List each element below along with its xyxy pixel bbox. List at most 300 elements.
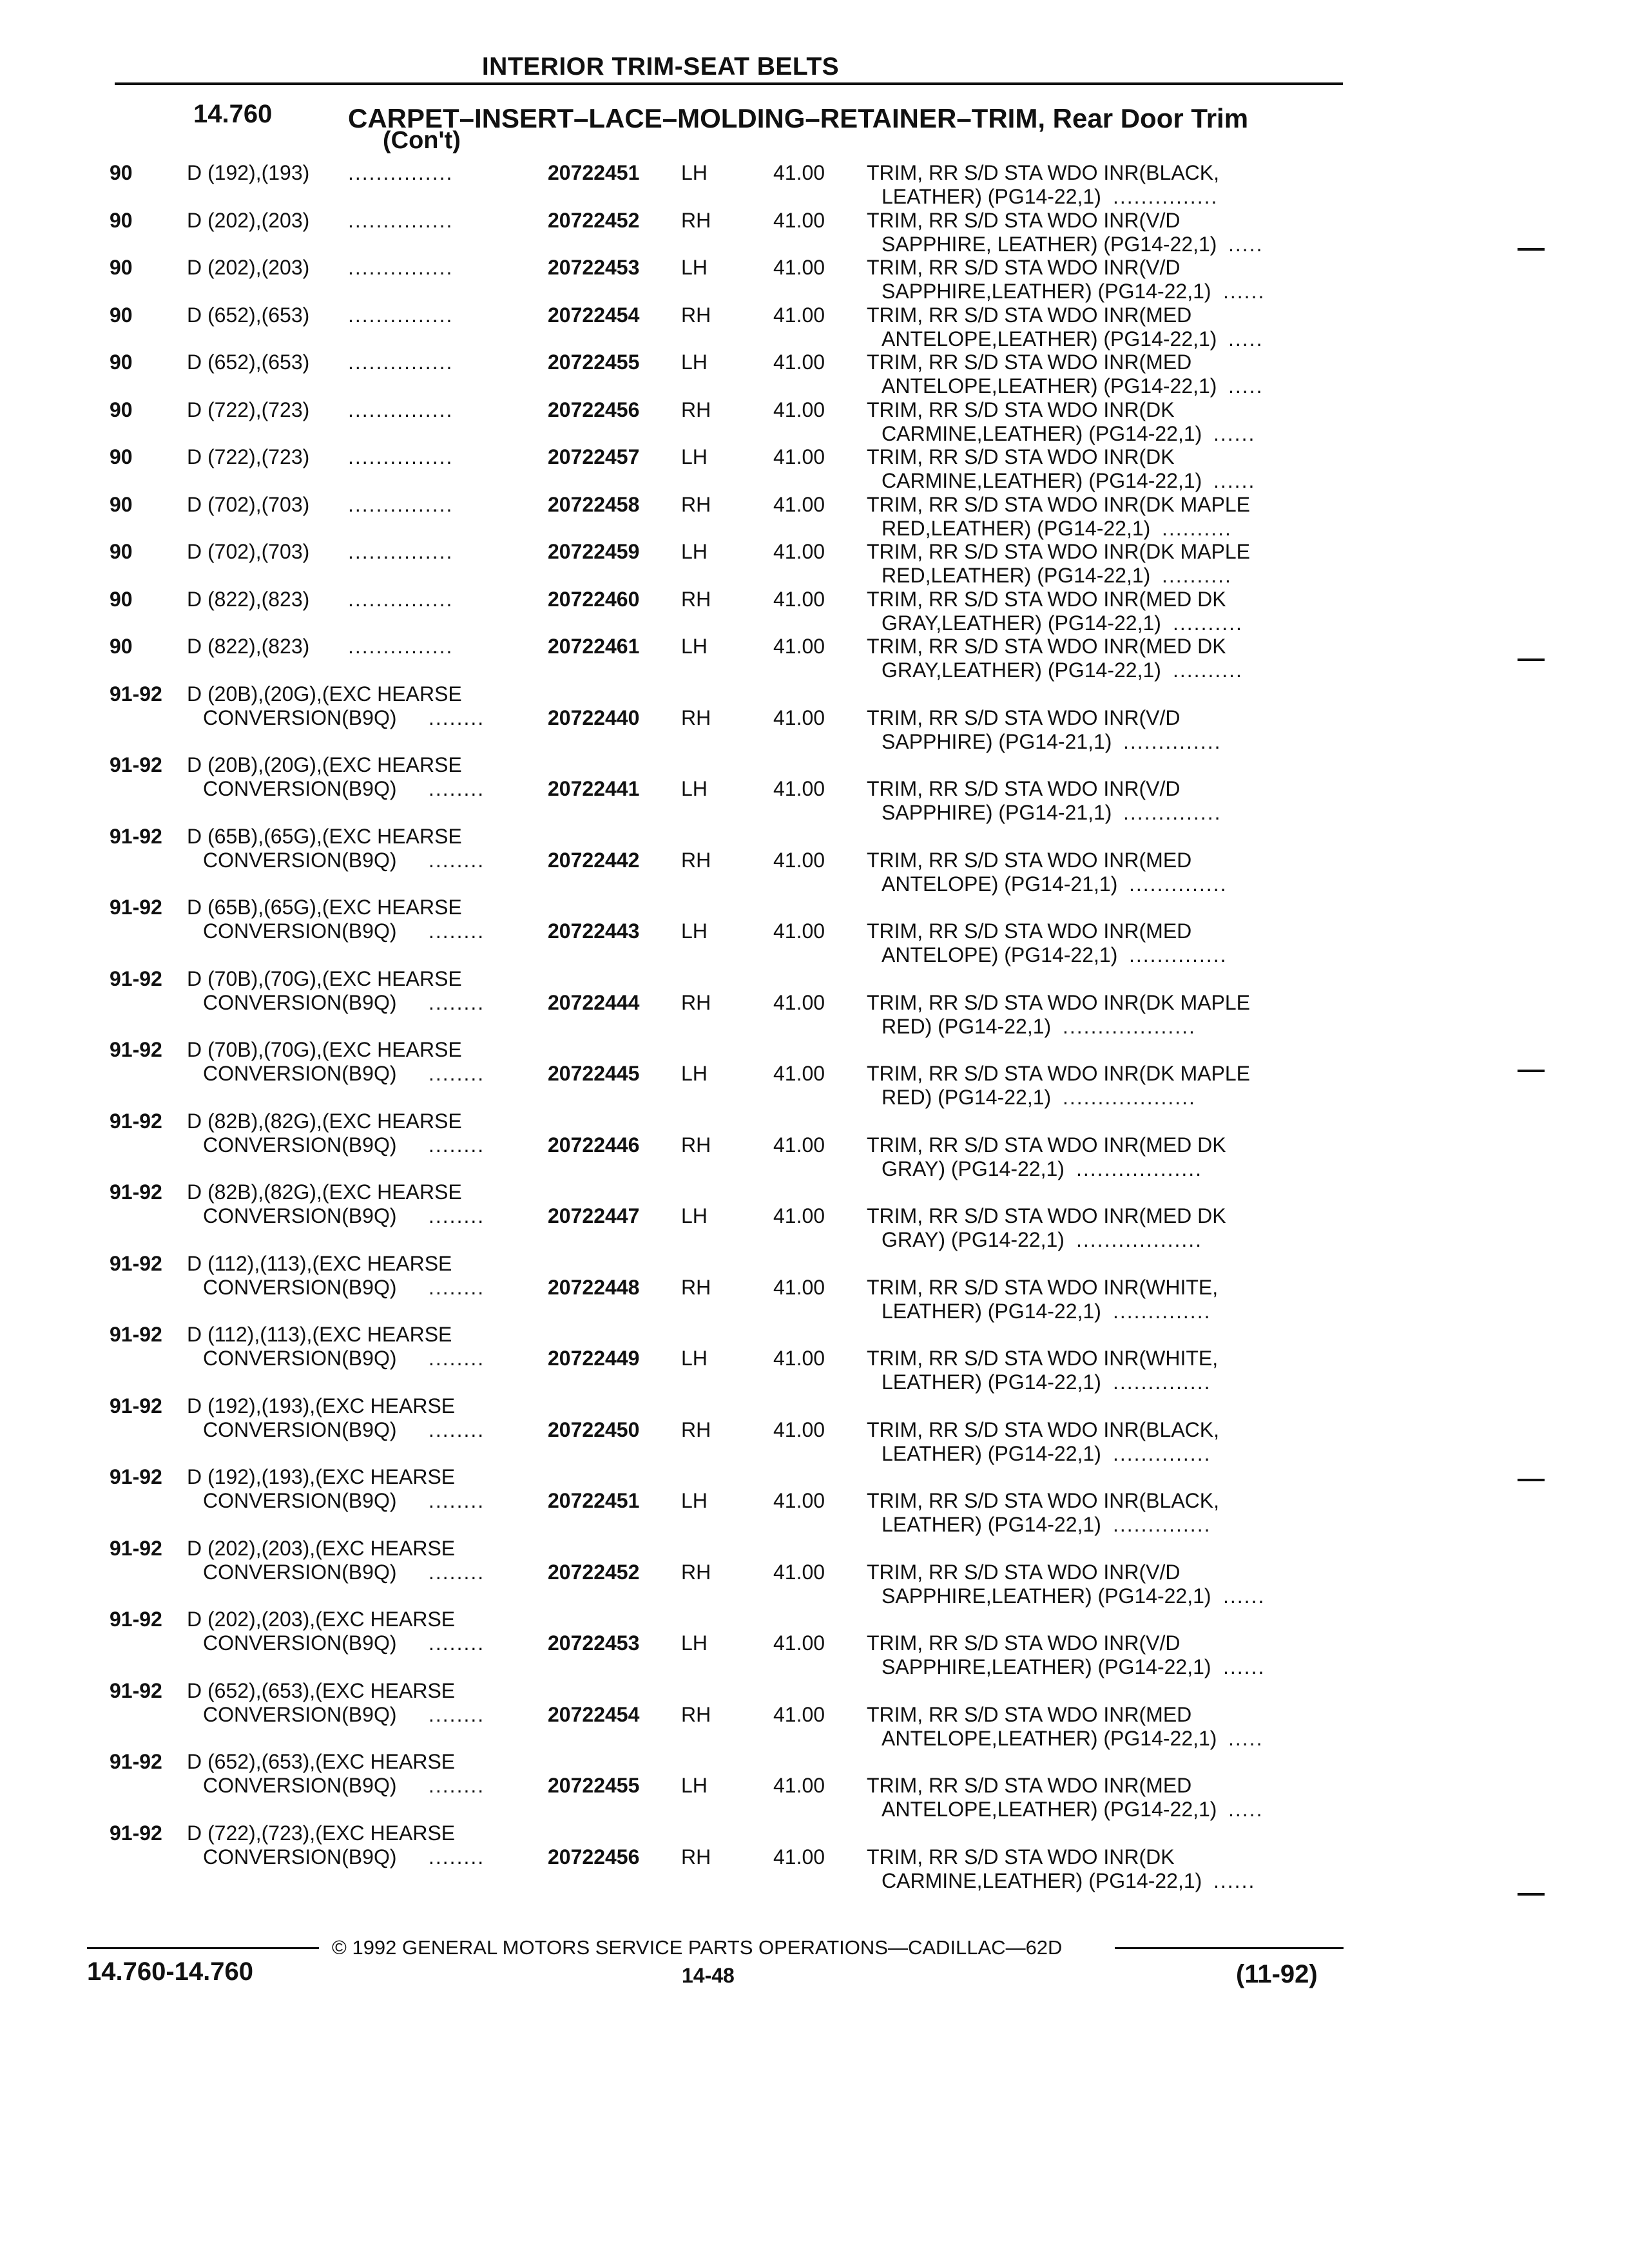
- dot-leader: ........: [429, 919, 485, 943]
- description: TRIM, RR S/D STA WDO INR(MED DK: [867, 635, 1226, 658]
- side: LH: [681, 1631, 708, 1655]
- table-row: [0, 588, 1629, 635]
- body-code: D (192),(193),(EXC HEARSE: [187, 1394, 456, 1418]
- body-code-cont: CONVERSION(B9Q): [203, 990, 397, 1014]
- dot-leader: ..............: [1113, 1441, 1211, 1465]
- part-number: 20722455: [548, 1774, 640, 1797]
- part-number: 20722448: [548, 1275, 640, 1299]
- footer-rule-right: [1115, 1947, 1344, 1949]
- description: TRIM, RR S/D STA WDO INR(DK MAPLE: [867, 1062, 1250, 1085]
- description-cont: GRAY,LEATHER) (PG14-22,1): [882, 611, 1161, 635]
- body-code-cont: CONVERSION(B9Q): [203, 1774, 397, 1797]
- section-title: CARPET–INSERT–LACE–MOLDING–RETAINER–TRIM, Rear Door Trim: [348, 103, 1249, 133]
- body-code-cont: CONVERSION(B9Q): [203, 1347, 397, 1370]
- margin-mark: [1518, 1479, 1545, 1481]
- page-header-title: INTERIOR TRIM-SEAT BELTS: [481, 53, 840, 81]
- header-rule: [115, 82, 1343, 85]
- description: TRIM, RR S/D STA WDO INR(MED: [867, 848, 1192, 872]
- description-cont: ANTELOPE) (PG14-21,1): [882, 872, 1118, 896]
- side: LH: [681, 445, 708, 468]
- body-code: D (112),(113),(EXC HEARSE: [187, 1251, 452, 1275]
- body-code: D (112),(113),(EXC HEARSE: [187, 1323, 452, 1346]
- table-row: [0, 209, 1629, 256]
- body-code: D (65B),(65G),(EXC HEARSE: [187, 824, 462, 848]
- quantity: 41.00: [773, 540, 825, 563]
- description-cont: RED) (PG14-22,1): [882, 1014, 1052, 1038]
- table-row: [0, 540, 1629, 587]
- description-cont: CARMINE,LEATHER) (PG14-22,1): [882, 469, 1202, 492]
- side: LH: [681, 161, 708, 184]
- quantity: 41.00: [773, 1062, 825, 1085]
- table-row: [0, 967, 1629, 1038]
- dot-leader: ........: [429, 1133, 485, 1157]
- dot-leader: ...................: [1063, 1086, 1196, 1109]
- table-row: [0, 161, 1629, 208]
- dot-leader: ........: [429, 1418, 485, 1441]
- body-code: D (70B),(70G),(EXC HEARSE: [187, 1038, 462, 1061]
- description-cont: GRAY) (PG14-22,1): [882, 1157, 1065, 1180]
- body-code: D (202),(203),(EXC HEARSE: [187, 1536, 456, 1560]
- description: TRIM, RR S/D STA WDO INR(BLACK,: [867, 1418, 1219, 1441]
- part-number: 20722440: [548, 706, 640, 729]
- dot-leader: ........: [429, 1845, 485, 1869]
- side: LH: [681, 635, 708, 658]
- quantity: 41.00: [773, 635, 825, 658]
- quantity: 41.00: [773, 351, 825, 374]
- side: RH: [681, 1133, 711, 1157]
- body-code: D (702),(703): [187, 540, 310, 563]
- model-year: 90: [110, 492, 133, 516]
- table-row: [0, 1465, 1629, 1536]
- dot-leader: ...............: [348, 303, 454, 327]
- body-code: D (702),(703): [187, 492, 310, 516]
- description-cont: ANTELOPE,LEATHER) (PG14-22,1): [882, 374, 1217, 398]
- side: LH: [681, 777, 708, 800]
- body-code-cont: CONVERSION(B9Q): [203, 777, 397, 800]
- model-year: 90: [110, 587, 133, 611]
- model-year: 91-92: [110, 1750, 162, 1773]
- dot-leader: ...............: [348, 635, 454, 658]
- side: RH: [681, 1845, 711, 1869]
- model-year: 90: [110, 445, 133, 468]
- side: LH: [681, 540, 708, 563]
- quantity: 41.00: [773, 706, 825, 729]
- quantity: 41.00: [773, 1204, 825, 1227]
- part-number: 20722453: [548, 256, 640, 279]
- quantity: 41.00: [773, 1560, 825, 1584]
- quantity: 41.00: [773, 848, 825, 872]
- footer-date: (11-92): [1236, 1960, 1318, 1988]
- description-cont: CARMINE,LEATHER) (PG14-22,1): [882, 1869, 1202, 1892]
- body-code: D (82B),(82G),(EXC HEARSE: [187, 1180, 462, 1204]
- table-row: [0, 1252, 1629, 1323]
- model-year: 91-92: [110, 1251, 162, 1275]
- dot-leader: ..............: [1123, 729, 1222, 753]
- dot-leader: ........: [429, 1774, 485, 1797]
- dot-leader: ..................: [1076, 1157, 1203, 1180]
- part-number: 20722451: [548, 1489, 640, 1512]
- quantity: 41.00: [773, 208, 825, 232]
- body-code: D (192),(193),(EXC HEARSE: [187, 1465, 456, 1488]
- description-cont: ANTELOPE,LEATHER) (PG14-22,1): [882, 1726, 1217, 1750]
- side: RH: [681, 492, 711, 516]
- body-code: D (70B),(70G),(EXC HEARSE: [187, 966, 462, 990]
- quantity: 41.00: [773, 1347, 825, 1370]
- section-number: 14.760: [193, 100, 273, 128]
- model-year: 90: [110, 398, 133, 421]
- description: TRIM, RR S/D STA WDO INR(DK MAPLE: [867, 540, 1250, 563]
- description: TRIM, RR S/D STA WDO INR(V/D: [867, 256, 1181, 279]
- dot-leader: ......: [1213, 421, 1256, 445]
- body-code: D (822),(823): [187, 587, 310, 611]
- side: RH: [681, 1560, 711, 1584]
- table-row: [0, 1679, 1629, 1750]
- body-code-cont: CONVERSION(B9Q): [203, 1631, 397, 1655]
- description: TRIM, RR S/D STA WDO INR(MED: [867, 1702, 1192, 1726]
- dot-leader: ...............: [348, 161, 454, 184]
- description-cont: LEATHER) (PG14-22,1): [882, 1370, 1101, 1394]
- body-code-cont: CONVERSION(B9Q): [203, 1845, 397, 1869]
- model-year: 90: [110, 161, 133, 184]
- quantity: 41.00: [773, 303, 825, 327]
- dot-leader: ...............: [348, 398, 454, 421]
- part-number: 20722453: [548, 1631, 640, 1655]
- model-year: 90: [110, 256, 133, 279]
- description: TRIM, RR S/D STA WDO INR(MED DK: [867, 1204, 1226, 1227]
- part-number: 20722456: [548, 398, 640, 421]
- dot-leader: ......: [1213, 469, 1256, 492]
- description-cont: ANTELOPE,LEATHER) (PG14-22,1): [882, 327, 1217, 351]
- dot-leader: ..........: [1173, 658, 1243, 682]
- model-year: 91-92: [110, 1678, 162, 1702]
- dot-leader: ...............: [348, 256, 454, 279]
- part-number: 20722450: [548, 1418, 640, 1441]
- quantity: 41.00: [773, 398, 825, 421]
- quantity: 41.00: [773, 1489, 825, 1512]
- dot-leader: ...............: [348, 445, 454, 468]
- part-number: 20722443: [548, 919, 640, 943]
- model-year: 90: [110, 303, 133, 327]
- model-year: 91-92: [110, 1536, 162, 1560]
- description-cont: RED) (PG14-22,1): [882, 1086, 1052, 1109]
- model-year: 91-92: [110, 1394, 162, 1418]
- footer-section-range: 14.760-14.760: [87, 1957, 254, 1986]
- description: TRIM, RR S/D STA WDO INR(V/D: [867, 208, 1181, 232]
- body-code: D (20B),(20G),(EXC HEARSE: [187, 682, 462, 706]
- dot-leader: ........: [429, 1560, 485, 1584]
- model-year: 91-92: [110, 824, 162, 848]
- description: TRIM, RR S/D STA WDO INR(V/D: [867, 777, 1181, 800]
- table-row: [0, 303, 1629, 351]
- description-cont: SAPPHIRE,LEATHER) (PG14-22,1): [882, 1584, 1211, 1608]
- table-row: [0, 635, 1629, 682]
- body-code-cont: CONVERSION(B9Q): [203, 1489, 397, 1512]
- table-row: [0, 682, 1629, 753]
- table-row: [0, 1821, 1629, 1892]
- part-number: 20722452: [548, 1560, 640, 1584]
- model-year: 90: [110, 635, 133, 658]
- part-number: 20722444: [548, 990, 640, 1014]
- dot-leader: ........: [429, 1275, 485, 1299]
- body-code: D (722),(723): [187, 445, 310, 468]
- description-cont: GRAY) (PG14-22,1): [882, 1228, 1065, 1251]
- dot-leader: .....: [1228, 1726, 1264, 1750]
- side: LH: [681, 919, 708, 943]
- footer-page-number: 14-48: [682, 1964, 735, 1987]
- dot-leader: ..............: [1129, 943, 1228, 966]
- dot-leader: .....: [1228, 374, 1264, 398]
- description: TRIM, RR S/D STA WDO INR(V/D: [867, 1560, 1181, 1584]
- body-code-cont: CONVERSION(B9Q): [203, 1560, 397, 1584]
- description: TRIM, RR S/D STA WDO INR(WHITE,: [867, 1275, 1219, 1299]
- table-row: [0, 1608, 1629, 1678]
- dot-leader: ........: [429, 1062, 485, 1085]
- quantity: 41.00: [773, 1133, 825, 1157]
- description-cont: LEATHER) (PG14-22,1): [882, 185, 1101, 208]
- body-code: D (722),(723),(EXC HEARSE: [187, 1821, 456, 1845]
- side: RH: [681, 848, 711, 872]
- model-year: 91-92: [110, 896, 162, 919]
- dot-leader: ..............: [1113, 1513, 1211, 1536]
- description-cont: RED,LEATHER) (PG14-22,1): [882, 564, 1151, 587]
- dot-leader: ........: [429, 1204, 485, 1227]
- dot-leader: .....: [1228, 1798, 1264, 1821]
- model-year: 90: [110, 351, 133, 374]
- dot-leader: .....: [1228, 232, 1264, 256]
- dot-leader: .....: [1228, 327, 1264, 351]
- quantity: 41.00: [773, 445, 825, 468]
- dot-leader: ......: [1213, 1869, 1256, 1892]
- model-year: 90: [110, 208, 133, 232]
- body-code: D (20B),(20G),(EXC HEARSE: [187, 753, 462, 776]
- table-row: [0, 1323, 1629, 1394]
- dot-leader: ...............: [348, 587, 454, 611]
- description: TRIM, RR S/D STA WDO INR(MED: [867, 1774, 1192, 1797]
- description: TRIM, RR S/D STA WDO INR(BLACK,: [867, 161, 1219, 184]
- table-row: [0, 1038, 1629, 1109]
- body-code: D (722),(723): [187, 398, 310, 421]
- side: RH: [681, 1418, 711, 1441]
- dot-leader: ..........: [1173, 611, 1243, 635]
- description-cont: ANTELOPE) (PG14-22,1): [882, 943, 1118, 966]
- part-number: 20722459: [548, 540, 640, 563]
- description-cont: RED,LEATHER) (PG14-22,1): [882, 516, 1151, 540]
- body-code: D (822),(823): [187, 635, 310, 658]
- margin-mark: [1518, 248, 1545, 251]
- side: LH: [681, 1489, 708, 1512]
- body-code-cont: CONVERSION(B9Q): [203, 848, 397, 872]
- body-code: D (202),(203): [187, 256, 310, 279]
- quantity: 41.00: [773, 587, 825, 611]
- part-number: 20722451: [548, 161, 640, 184]
- body-code: D (652),(653): [187, 303, 310, 327]
- quantity: 41.00: [773, 1275, 825, 1299]
- body-code: D (652),(653),(EXC HEARSE: [187, 1678, 456, 1702]
- description-cont: SAPPHIRE,LEATHER) (PG14-22,1): [882, 280, 1211, 303]
- model-year: 91-92: [110, 1323, 162, 1346]
- dot-leader: ........: [429, 848, 485, 872]
- body-code: D (202),(203): [187, 208, 310, 232]
- side: LH: [681, 256, 708, 279]
- description-cont: LEATHER) (PG14-22,1): [882, 1513, 1101, 1536]
- quantity: 41.00: [773, 1418, 825, 1441]
- table-row: [0, 825, 1629, 896]
- quantity: 41.00: [773, 1774, 825, 1797]
- model-year: 91-92: [110, 682, 162, 706]
- description-cont: SAPPHIRE) (PG14-21,1): [882, 801, 1112, 824]
- body-code-cont: CONVERSION(B9Q): [203, 919, 397, 943]
- description: TRIM, RR S/D STA WDO INR(V/D: [867, 1631, 1181, 1655]
- quantity: 41.00: [773, 256, 825, 279]
- side: RH: [681, 1702, 711, 1726]
- part-number: 20722449: [548, 1347, 640, 1370]
- description: TRIM, RR S/D STA WDO INR(DK: [867, 398, 1175, 421]
- model-year: 91-92: [110, 1465, 162, 1488]
- part-number: 20722456: [548, 1845, 640, 1869]
- margin-mark: [1518, 658, 1545, 661]
- quantity: 41.00: [773, 777, 825, 800]
- footer-rule-left: [87, 1947, 319, 1949]
- description-cont: SAPPHIRE) (PG14-21,1): [882, 729, 1112, 753]
- table-row: [0, 1394, 1629, 1465]
- description: TRIM, RR S/D STA WDO INR(MED DK: [867, 1133, 1226, 1157]
- part-number: 20722442: [548, 848, 640, 872]
- model-year: 91-92: [110, 1821, 162, 1845]
- margin-mark: [1518, 1070, 1545, 1072]
- side: RH: [681, 1275, 711, 1299]
- description: TRIM, RR S/D STA WDO INR(MED: [867, 919, 1192, 943]
- description: TRIM, RR S/D STA WDO INR(DK MAPLE: [867, 990, 1250, 1014]
- dot-leader: ...............: [348, 208, 454, 232]
- dot-leader: ........: [429, 1347, 485, 1370]
- description: TRIM, RR S/D STA WDO INR(WHITE,: [867, 1347, 1219, 1370]
- part-number: 20722458: [548, 492, 640, 516]
- description: TRIM, RR S/D STA WDO INR(DK: [867, 445, 1175, 468]
- body-code-cont: CONVERSION(B9Q): [203, 1062, 397, 1085]
- description: TRIM, RR S/D STA WDO INR(BLACK,: [867, 1489, 1219, 1512]
- side: RH: [681, 208, 711, 232]
- table-row: [0, 896, 1629, 966]
- side: LH: [681, 1774, 708, 1797]
- dot-leader: ...............: [348, 492, 454, 516]
- model-year: 91-92: [110, 1038, 162, 1061]
- part-number: 20722447: [548, 1204, 640, 1227]
- model-year: 91-92: [110, 966, 162, 990]
- part-number: 20722445: [548, 1062, 640, 1085]
- part-number: 20722454: [548, 303, 640, 327]
- part-number: 20722446: [548, 1133, 640, 1157]
- description: TRIM, RR S/D STA WDO INR(V/D: [867, 706, 1181, 729]
- dot-leader: ........: [429, 990, 485, 1014]
- dot-leader: ...................: [1063, 1014, 1196, 1038]
- quantity: 41.00: [773, 990, 825, 1014]
- description-cont: SAPPHIRE, LEATHER) (PG14-22,1): [882, 232, 1217, 256]
- footer-copyright: © 1992 GENERAL MOTORS SERVICE PARTS OPERATIONS—CADILLAC—62D: [332, 1936, 1063, 1959]
- description-cont: GRAY,LEATHER) (PG14-22,1): [882, 658, 1161, 682]
- description: TRIM, RR S/D STA WDO INR(MED DK: [867, 587, 1226, 611]
- table-row: [0, 398, 1629, 445]
- dot-leader: ..........: [1162, 516, 1232, 540]
- body-code: D (202),(203),(EXC HEARSE: [187, 1608, 456, 1631]
- dot-leader: ..............: [1113, 1370, 1211, 1394]
- body-code: D (652),(653),(EXC HEARSE: [187, 1750, 456, 1773]
- part-number: 20722461: [548, 635, 640, 658]
- side: LH: [681, 1204, 708, 1227]
- body-code-cont: CONVERSION(B9Q): [203, 1418, 397, 1441]
- dot-leader: ..............: [1123, 801, 1222, 824]
- side: LH: [681, 351, 708, 374]
- table-row: [0, 1750, 1629, 1821]
- dot-leader: ...............: [1113, 185, 1219, 208]
- dot-leader: ..............: [1129, 872, 1228, 896]
- part-number: 20722452: [548, 208, 640, 232]
- dot-leader: ........: [429, 1631, 485, 1655]
- description-cont: LEATHER) (PG14-22,1): [882, 1441, 1101, 1465]
- quantity: 41.00: [773, 1845, 825, 1869]
- dot-leader: ......: [1223, 1655, 1266, 1678]
- table-row: [0, 493, 1629, 540]
- part-number: 20722460: [548, 587, 640, 611]
- table-row: [0, 445, 1629, 492]
- body-code-cont: CONVERSION(B9Q): [203, 1275, 397, 1299]
- table-row: [0, 256, 1629, 303]
- description: TRIM, RR S/D STA WDO INR(MED: [867, 351, 1192, 374]
- description: TRIM, RR S/D STA WDO INR(MED: [867, 303, 1192, 327]
- table-row: [0, 1180, 1629, 1251]
- section-continued: (Con't): [383, 127, 461, 154]
- dot-leader: ...............: [348, 540, 454, 563]
- description: TRIM, RR S/D STA WDO INR(DK: [867, 1845, 1175, 1869]
- model-year: 91-92: [110, 1180, 162, 1204]
- table-row: [0, 753, 1629, 824]
- side: RH: [681, 303, 711, 327]
- body-code: D (65B),(65G),(EXC HEARSE: [187, 896, 462, 919]
- part-number: 20722441: [548, 777, 640, 800]
- side: LH: [681, 1062, 708, 1085]
- body-code-cont: CONVERSION(B9Q): [203, 1133, 397, 1157]
- dot-leader: ........: [429, 1489, 485, 1512]
- model-year: 91-92: [110, 1109, 162, 1133]
- body-code: D (192),(193): [187, 161, 310, 184]
- model-year: 91-92: [110, 753, 162, 776]
- description-cont: ANTELOPE,LEATHER) (PG14-22,1): [882, 1798, 1217, 1821]
- table-row: [0, 351, 1629, 398]
- dot-leader: ...............: [348, 351, 454, 374]
- body-code-cont: CONVERSION(B9Q): [203, 1204, 397, 1227]
- body-code: D (82B),(82G),(EXC HEARSE: [187, 1109, 462, 1133]
- dot-leader: ..........: [1162, 564, 1232, 587]
- margin-mark: [1518, 1893, 1545, 1896]
- side: RH: [681, 990, 711, 1014]
- description-cont: SAPPHIRE,LEATHER) (PG14-22,1): [882, 1655, 1211, 1678]
- dot-leader: ........: [429, 777, 485, 800]
- quantity: 41.00: [773, 1702, 825, 1726]
- table-row: [0, 1110, 1629, 1180]
- quantity: 41.00: [773, 1631, 825, 1655]
- quantity: 41.00: [773, 161, 825, 184]
- part-number: 20722454: [548, 1702, 640, 1726]
- side: LH: [681, 1347, 708, 1370]
- quantity: 41.00: [773, 919, 825, 943]
- part-number: 20722457: [548, 445, 640, 468]
- dot-leader: ......: [1223, 1584, 1266, 1608]
- table-row: [0, 1537, 1629, 1608]
- dot-leader: ........: [429, 706, 485, 729]
- body-code: D (652),(653): [187, 351, 310, 374]
- part-number: 20722455: [548, 351, 640, 374]
- body-code-cont: CONVERSION(B9Q): [203, 706, 397, 729]
- description-cont: CARMINE,LEATHER) (PG14-22,1): [882, 421, 1202, 445]
